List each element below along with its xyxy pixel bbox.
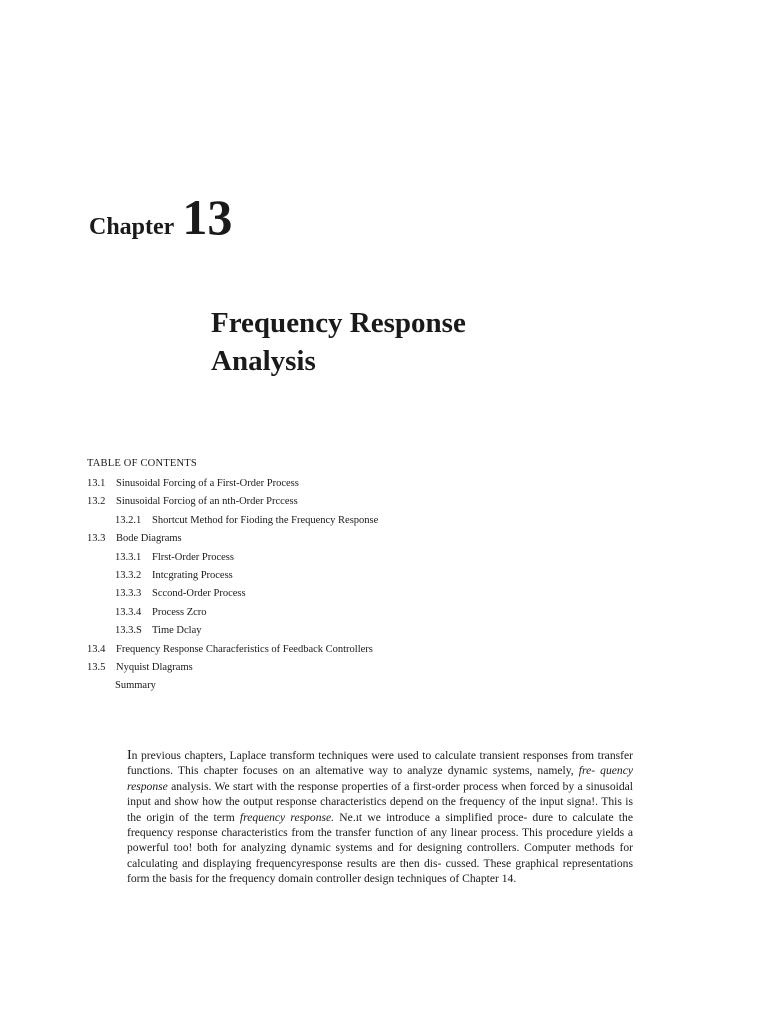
toc-item-title: Sinusoidal Forciog of an nth-Order Prccess [116,496,298,508]
toc-item-number: 13.3.2 [115,569,142,581]
toc-item-title: Process Zcro [152,606,207,618]
toc-item-number: 13.1 [87,478,106,489]
toc-item [87,477,378,495]
chapter-number: 13 [182,189,233,245]
chapter-heading [89,188,232,246]
intro-emphasis-2: frequency response. [239,810,335,824]
toc-item [87,551,378,569]
chapter-label: Chapter [89,214,175,240]
toc-item [87,661,378,679]
toc-item-number: 13.3 [87,533,106,545]
toc-heading: TABLE OF CONTENTS [87,458,197,469]
toc-item-title: Frequency Response Characferistics of Feedback Controllers [116,643,373,655]
toc-item-title: Summary [115,680,156,692]
intro-text-2: analysis. We start with the response properties of a first-order process when forced by a sinusoidal input and show how the output response characteristics depend on the frequency of the input signa!. This is the origin of the term [127,779,634,824]
toc-item [87,514,378,532]
intro-paragraph [127,748,633,887]
intro-text-3: Ne.ıt we introduce a simplified proce- dure to calculate the frequency response characteristics from the transfer function of any linear process. This procedure yields a powerful too! both for analyzing dynamic systems and for designing controllers. Computer methods for calculating and displaying frequencyresponse results are then dis- cussed. These graphical representations form the basis for the frequency domain controller design techniques of Chapter 14. [127,810,633,886]
toc-item-title: Sccond-Order Process [152,588,246,600]
toc-item-title: Sinusoidal Forcing of a First-Order Process [116,478,299,489]
toc-item [87,569,378,587]
toc-item-number: 13.3.1 [115,551,142,563]
toc-item-number: 13.2 [87,496,106,508]
toc-item-number: 13.3.S [115,625,142,637]
toc-item [87,495,378,513]
chapter-title-line-2: Analysis [211,345,316,377]
toc-item-number: 13.4 [87,643,106,655]
toc-item [87,532,378,550]
intro-text-1: n previous chapters, Laplace transform techniques were used to calculate transient responses from transfer functions. This chapter focuses on an altemative way to analyze dynamic systems, namely, [127,749,633,778]
chapter-title-line-1: Frequency Response [211,307,466,339]
toc-item [87,606,378,624]
toc-item-number: 13.2.1 [115,514,142,526]
chapter-title [211,304,466,380]
toc-item [87,643,378,661]
toc-item-title: Flrst-Order Process [152,551,234,563]
toc-item-title: Nyquist Dlagrams [116,661,193,673]
intro-emphasis-1: fre- quency response [127,764,633,793]
toc-item [87,587,378,605]
toc-item-number: 13.5 [87,661,106,673]
toc-item [87,624,378,642]
toc-item-number: 13.3.3 [115,588,142,600]
toc-item-number: 13.3.4 [115,606,142,618]
toc-item-title: Shortcut Method for Fioding the Frequency Response [152,514,379,526]
toc-item-title: Time Dclay [152,625,202,637]
toc-item-title: Intcgrating Process [152,569,233,581]
intro-dropcap: I [127,748,132,763]
toc-item-summary [87,679,378,697]
toc-item-title: Bode Diagrams [116,533,182,545]
table-of-contents [87,477,378,698]
